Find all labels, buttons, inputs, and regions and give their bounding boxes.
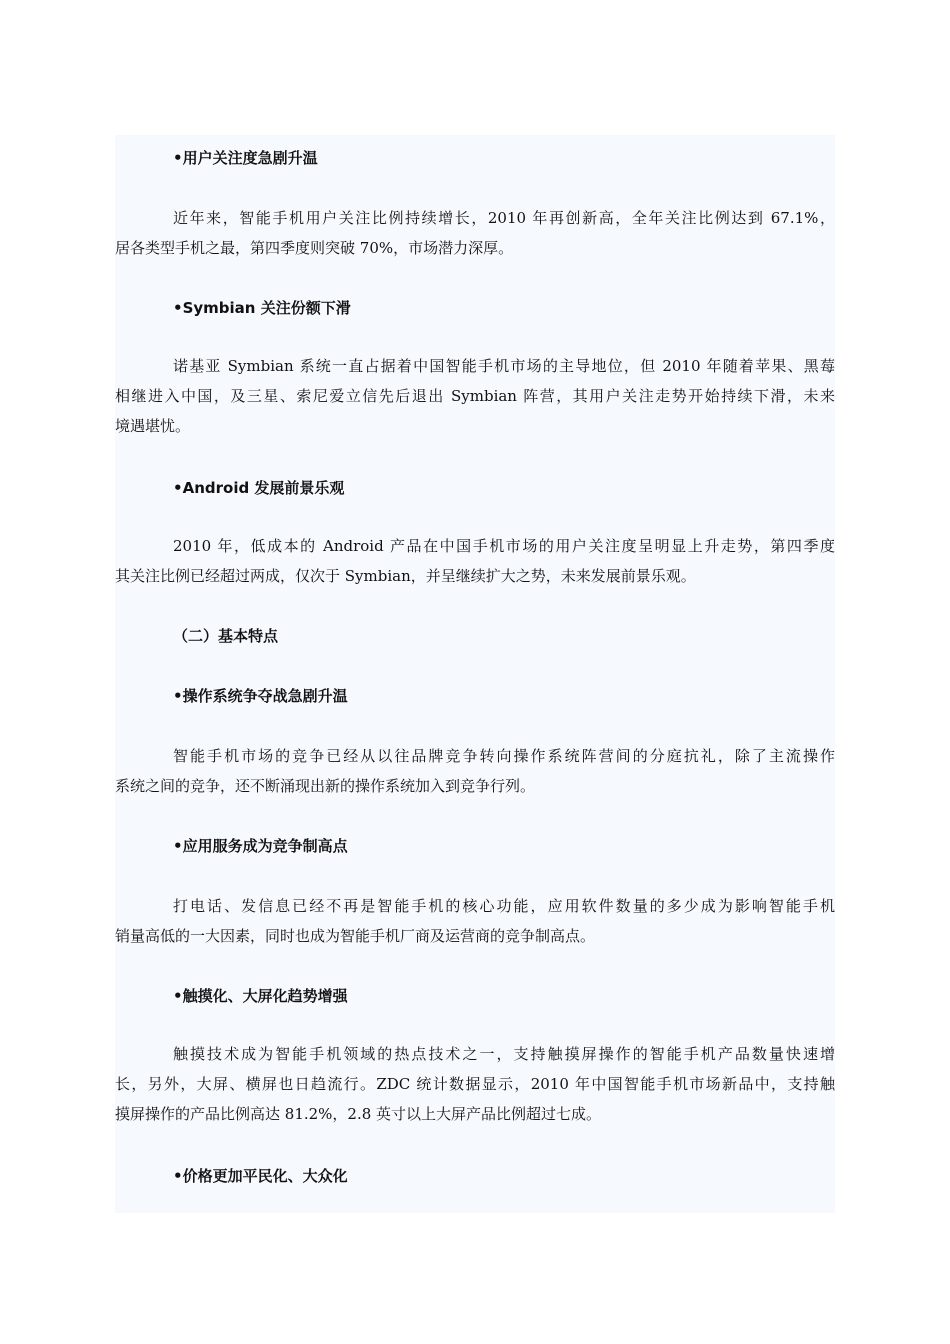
text-line: 系统之间的竞争，还不断涌现出新的操作系统加入到竞争行列。: [115, 777, 536, 795]
text-line: 居各类型手机之最，第四季度则突破 70%，市场潜力深厚。: [115, 239, 514, 257]
text-line: 2010 年，低成本的 Android 产品在中国手机市场的用户关注度呈明显上升走势，第四季度: [173, 537, 835, 555]
text-line: 诺基亚 Symbian 系统一直占据着中国智能手机市场的主导地位，但 2010 年随着苹果、黑莓: [173, 357, 835, 375]
text-line: 长，另外，大屏、横屏也日趋流行。ZDC 统计数据显示，2010 年中国智能手机市场新品中，支持触: [115, 1075, 835, 1093]
section-heading-touch-trend: •触摸化、大屏化趋势增强: [173, 987, 348, 1005]
section-heading-os-competition: •操作系统争夺战急剧升温: [173, 687, 348, 705]
text-line: 近年来，智能手机用户关注比例持续增长，2010 年再创新高，全年关注比例达到 67.1%，: [173, 209, 835, 227]
document-content: [115, 135, 835, 1213]
paragraph-os-competition: [115, 741, 835, 801]
text-line: 摸屏操作的产品比例高达 81.2%，2.8 英寸以上大屏产品比例超过七成。: [115, 1105, 602, 1123]
paragraph-app-services: [115, 891, 835, 951]
section-heading-symbian: •Symbian 关注份额下滑: [173, 299, 351, 317]
paragraph-android: [115, 531, 835, 591]
text-line: 境遇堪忧。: [115, 417, 191, 435]
section-heading-user-attention: •用户关注度急剧升温: [173, 149, 318, 167]
paragraph-symbian: [115, 351, 835, 441]
text-line: 智能手机市场的竞争已经从以往品牌竞争转向操作系统阵营间的分庭抗礼，除了主流操作: [173, 747, 835, 765]
section-heading-price: •价格更加平民化、大众化: [173, 1167, 348, 1185]
section-heading-basic-features: （二）基本特点: [173, 627, 279, 645]
section-heading-app-services: •应用服务成为竞争制高点: [173, 837, 348, 855]
text-line: 触摸技术成为智能手机领域的热点技术之一，支持触摸屏操作的智能手机产品数量快速增: [173, 1045, 835, 1063]
text-line: 其关注比例已经超过两成，仅次于 Symbian，并呈继续扩大之势，未来发展前景乐观。: [115, 567, 696, 585]
text-line: 销量高低的一大因素，同时也成为智能手机厂商及运营商的竞争制高点。: [115, 927, 596, 945]
section-heading-android: •Android 发展前景乐观: [173, 479, 345, 497]
text-line: 相继进入中国，及三星、索尼爱立信先后退出 Symbian 阵营，其用户关注走势开始持续下滑，未来: [115, 387, 835, 405]
paragraph-user-attention: [115, 203, 835, 263]
paragraph-touch-trend: [115, 1039, 835, 1129]
text-line: 打电话、发信息已经不再是智能手机的核心功能，应用软件数量的多少成为影响智能手机: [173, 897, 835, 915]
